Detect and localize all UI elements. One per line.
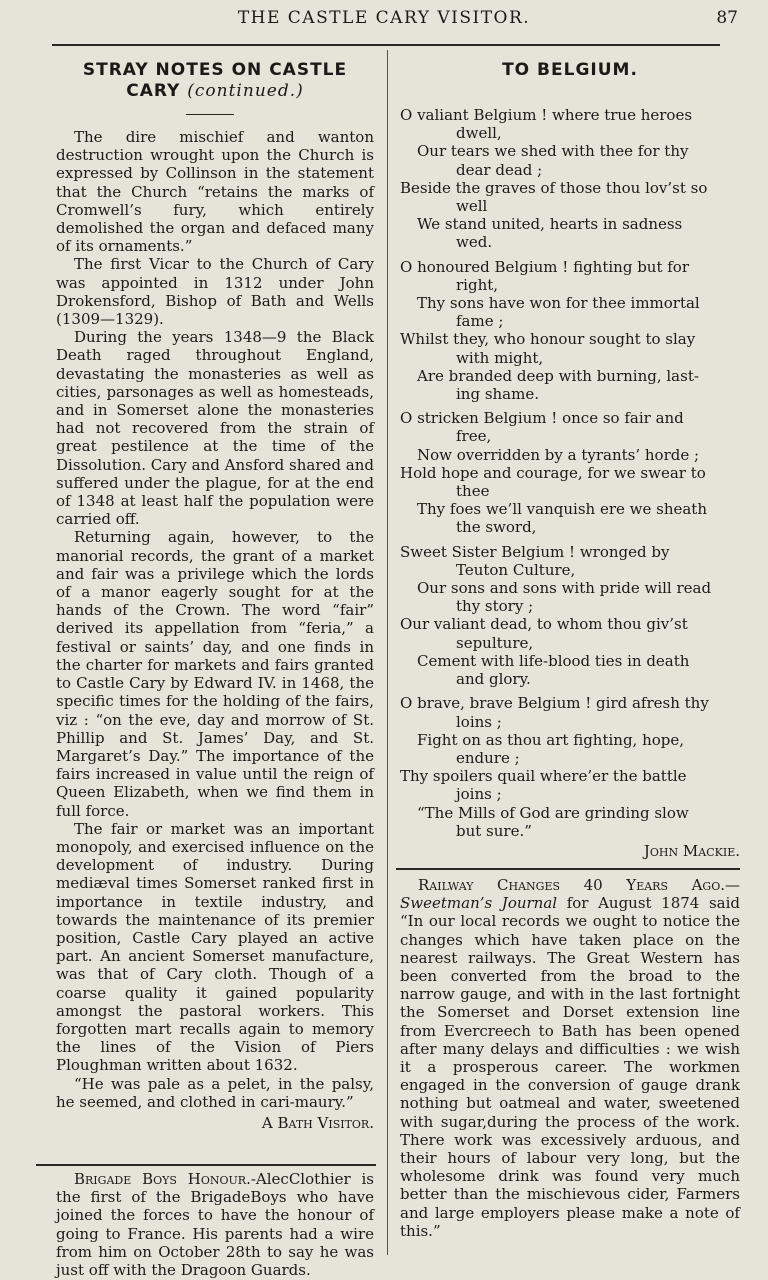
poem-line: Our valiant dead, to whom thou giv’st (400, 615, 688, 634)
poem-line: thy story ; (456, 597, 534, 616)
poem-line: O valiant Belgium ! where true heroes (400, 106, 693, 124)
railway-journal: Sweetman’s Journal (400, 894, 558, 913)
paragraph: Returning again, however, to the manorial records, the grant of a market and fair was a privilege which the lords of a manor eagerly sought for at the hands of the Crown. The word “fair” derived its appellation from “feria,” a festival or saints’ day, and one finds in the charter for markets and fairs granted to Castle Cary by Edward IV. in 1468, the specific times for the holding of the fairs, viz : “on the eve, day and morrow of St. Phillip and St. James’ Day, and St. Margaret’s Day.” The importance of the fairs increased in value until the reign of Queen Elizabeth, when we find them in full force. (56, 528, 374, 820)
poem-line: Fight on as thou art fighting, hope, (417, 730, 685, 749)
poem-line: ing shame. (456, 385, 539, 404)
poem-line: Teuton Culture, (456, 560, 576, 579)
railway-notice (400, 876, 740, 1240)
poem-line: Our tears we shed with thee for thy (417, 142, 689, 161)
poem-stanza (400, 543, 740, 689)
poem-stanza (400, 258, 740, 404)
brigade-text: -AlecClothier is the first of the BrigadeBoys who have joined the forces to have the honour of going to France. His parents had a wire from him on October 28th to say he was just off with the Dragoon Guards. (56, 1170, 375, 1280)
poem-line: “The Mills of God are grinding slow (417, 803, 689, 822)
left-column (56, 60, 375, 1280)
poem-line: dwell, (456, 124, 502, 143)
poem-stanza (400, 409, 740, 536)
poem-line: O brave, brave Belgium ! gird afresh thy (400, 694, 709, 713)
poem-line: fame ; (456, 312, 504, 331)
poem-line: well (456, 197, 488, 216)
section-rule-right (396, 868, 740, 870)
brigade-title: Brigade Boys Honour. (74, 1170, 251, 1188)
poem-line: and glory. (456, 670, 531, 689)
poem-line: but sure.” (456, 821, 532, 840)
railway-dash: — (725, 876, 740, 894)
poem-line: joins ; (456, 785, 502, 804)
heading-rule (186, 114, 234, 115)
poem-line: O honoured Belgium ! fighting but for (400, 257, 690, 276)
poem-line: Sweet Sister Belgium ! wronged by (400, 542, 670, 561)
poem-line: endure ; (456, 748, 520, 767)
right-column (400, 60, 741, 1240)
poem-line: dear dead ; (456, 160, 543, 179)
poem-line: Thy spoilers quail where’er the battle (400, 767, 687, 786)
poem-line: Beside the graves of those thou lov’st so (400, 178, 708, 197)
poem-stanza (400, 106, 740, 252)
article-signature: A Bath Visitor. (261, 1113, 374, 1132)
railway-title: Railway Changes 40 Years Ago. (418, 876, 725, 894)
header-rule (52, 44, 720, 46)
poem-stanza (400, 694, 740, 840)
column-divider (387, 50, 388, 1255)
brigade-notice (56, 1170, 374, 1279)
heading-line-2 (56, 81, 374, 102)
paragraph: The fair or market was an important monopoly, and exercised influence on the development of industry. During mediæval times Somerset ranked first in importance in textile industry, and towards the maintenance of its premier position, Castle Cary played an active part. An ancient Somerset manufacture, was that of Cary cloth. Though of a coarse quality it gained popularity amongst the pastoral workers. This forgotten mart recalls again to memory the lines of the Vision of Piers Ploughman written about 1632. (56, 819, 374, 1075)
poem-line: free, (456, 427, 492, 446)
poem-line: Are branded deep with burning, last- (417, 366, 699, 385)
poem-line: Whilst they, who honour sought to slay (400, 330, 696, 349)
heading-line-1: STRAY NOTES ON CASTLE (82, 60, 348, 80)
poem-line: Cement with life-blood ties in death (417, 651, 690, 670)
poem-line: Now overridden by a tyrants’ horde ; (417, 445, 700, 464)
poem-line: right, (456, 275, 499, 294)
section-rule (36, 1164, 376, 1166)
poem-line: Hold hope and courage, for we swear to (400, 463, 706, 482)
page-number: 87 (716, 8, 738, 28)
quotation: “He was pale as a pelet, in the palsy, he seemed, and clothed in cari-maury.” (56, 1074, 374, 1111)
running-header: THE CASTLE CARY VISITOR. (237, 8, 531, 28)
poem-line: the sword, (456, 518, 537, 537)
railway-text: for August 1874 said “In our local records we ought to notice the changes which have taken place on the nearest railways. The Great Western has been converted from the broad to the narrow gauge, and with in the last fortnight the Somerset and Dorset extension line from Evercreech to Bath has been opened after many delays and difficulties : we wish it a prosperous career. The workmen engaged in the conversion of gauge drank nothing but oatmeal and water, sweetened with sugar,during the process of the work. There work was excessively arduous, and their hours of labour very long, but the wholesome drink was found very much better than the mischievous cider, Farmers and large employers please make a note of this.” (400, 894, 741, 1240)
paragraph: During the years 1348—9 the Black Death raged throughout England, devastating the monasteries as well as cities, parsonages as well as homesteads, and in Somerset alone the monasteries had not recovered from the strain of great pestilence at the time of the Dissolution. Cary and Ansford shared and suffered under the plague, for at the end of 1348 at least half the population were carried off. (56, 328, 374, 529)
poem-line: Thy foes we’ll vanquish ere we sheath (417, 500, 707, 519)
article-heading (56, 60, 374, 102)
article-body (56, 128, 374, 1132)
poem-line: thee (456, 482, 490, 501)
poem (400, 106, 740, 846)
poem-line: with might, (456, 348, 544, 367)
poem-line: sepulture, (456, 633, 534, 652)
poem-line: Thy sons have won for thee immortal (417, 294, 700, 313)
heading-cary: CARY (126, 81, 181, 101)
poem-line: Our sons and sons with pride will read (417, 579, 712, 598)
poem-line: loins ; (456, 712, 502, 731)
poem-line: We stand united, hearts in sadness (417, 215, 683, 234)
poem-line: O stricken Belgium ! once so fair and (400, 409, 684, 428)
poem-title: TO BELGIUM. (502, 60, 638, 80)
poem-author: John Mackie. (643, 842, 740, 860)
paragraph: The dire mischief and wanton destruction wrought upon the Church is expressed by Collinson in the statement that the Church “retains the marks of Cromwell’s fury, which entirely demolished the organ and defaced many of its ornaments.” (56, 128, 374, 256)
heading-continued: (continued.) (187, 81, 304, 101)
paragraph: The first Vicar to the Church of Cary was appointed in 1312 under John Drokensford, Bishop of Bath and Wells (1309—1329). (56, 255, 374, 329)
poem-line: wed. (456, 233, 493, 252)
